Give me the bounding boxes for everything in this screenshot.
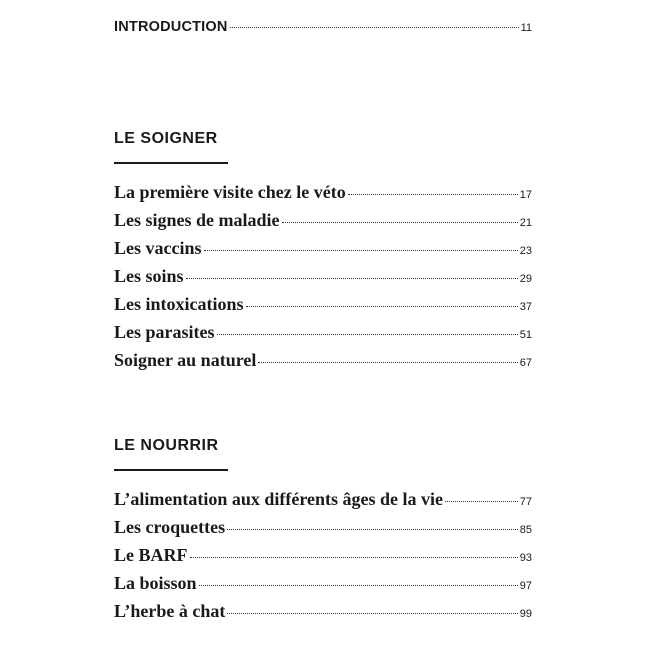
section-entries [114, 182, 532, 378]
toc-entry-label: L’alimentation aux différents âges de la vie [114, 489, 443, 509]
dot-leader [258, 362, 517, 363]
toc-page-number: 29 [519, 273, 532, 285]
toc-entry-label: Soigner au naturel [114, 350, 257, 370]
dot-leader [190, 557, 518, 558]
toc-page-number: 67 [519, 357, 532, 369]
toc-entry-label: Les parasites [114, 322, 215, 342]
section-title: LE NOURRIR [114, 437, 219, 454]
section-underline [114, 162, 228, 164]
toc-entry-label: Les signes de maladie [114, 210, 280, 230]
toc-page-number: 11 [520, 22, 532, 34]
toc-entry[interactable] [114, 266, 532, 294]
toc-entry-introduction[interactable] [114, 19, 532, 35]
toc-entry[interactable] [114, 210, 532, 238]
toc-entry[interactable] [114, 322, 532, 350]
toc-entry-label: Les vaccins [114, 238, 202, 258]
dot-leader [348, 194, 518, 195]
toc-entry[interactable] [114, 601, 532, 629]
toc-entry-label: La première visite chez le véto [114, 182, 346, 202]
toc-entry-label: La boisson [114, 573, 197, 593]
dot-leader [230, 27, 519, 28]
dot-leader [445, 501, 518, 502]
toc-page-number: 93 [519, 552, 532, 564]
toc-entry[interactable] [114, 350, 532, 378]
toc-entry[interactable] [114, 573, 532, 601]
toc-page-number: 21 [519, 217, 532, 229]
dot-leader [227, 529, 518, 530]
dot-leader [246, 306, 518, 307]
toc-entry-label: INTRODUCTION [114, 19, 228, 35]
toc-entry[interactable] [114, 517, 532, 545]
dot-leader [204, 250, 518, 251]
toc-entry[interactable] [114, 545, 532, 573]
section-le-nourrir [114, 436, 532, 629]
section-entries [114, 489, 532, 629]
section-le-soigner [114, 129, 532, 378]
toc-entry[interactable] [114, 238, 532, 266]
toc-page-number: 23 [519, 245, 532, 257]
toc-entry-label: Les croquettes [114, 517, 226, 537]
dot-leader [186, 278, 518, 279]
toc-page-number: 85 [519, 524, 532, 536]
toc-page-number: 51 [519, 329, 532, 341]
dot-leader [199, 585, 518, 586]
toc-entry[interactable] [114, 294, 532, 322]
dot-leader [217, 334, 518, 335]
toc-page-number: 17 [519, 189, 532, 201]
toc-entry-label: L’herbe à chat [114, 601, 226, 621]
toc-entry[interactable] [114, 182, 532, 210]
toc-entry-label: Les intoxications [114, 294, 244, 314]
dot-leader [282, 222, 518, 223]
section-title: LE SOIGNER [114, 130, 218, 147]
toc-entry[interactable] [114, 489, 532, 517]
toc-page-number: 97 [519, 580, 532, 592]
section-underline [114, 469, 228, 471]
toc-page-number: 77 [519, 496, 532, 508]
toc-entry-label: Le BARF [114, 545, 188, 565]
toc-page-number: 99 [519, 608, 532, 620]
toc-page-number: 37 [519, 301, 532, 313]
toc-entry-label: Les soins [114, 266, 184, 286]
dot-leader [227, 613, 517, 614]
